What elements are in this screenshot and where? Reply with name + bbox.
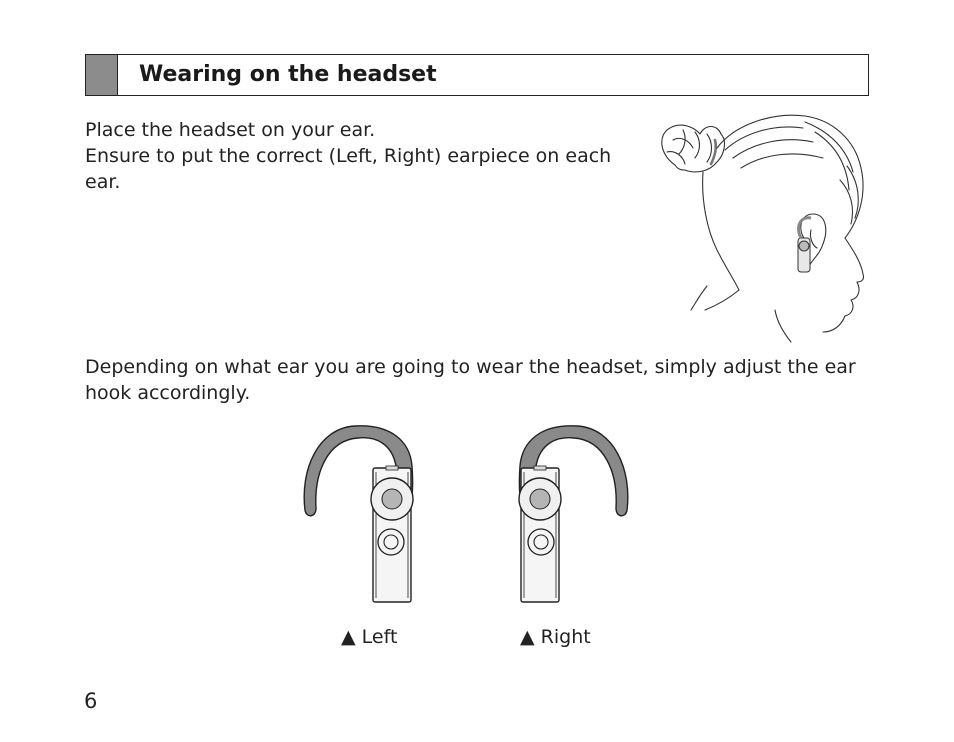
caption-left: ▲ Left (341, 626, 398, 648)
intro-line-1: Place the headset on your ear. (85, 119, 376, 141)
caption-right: ▲ Right (520, 626, 591, 648)
intro-paragraph (85, 117, 645, 195)
section-title: Wearing on the headset (139, 62, 437, 87)
adjust-paragraph: Depending on what ear you are going to wear the headset, simply adjust the ear hook accordingly. (85, 356, 856, 404)
intro-line-2: Ensure to put the correct (Left, Right) earpiece on each ear. (85, 145, 612, 193)
page-number: 6 (84, 689, 98, 713)
right-headset-illustration (512, 422, 632, 607)
section-header (85, 54, 869, 96)
head-with-headset-illustration (655, 110, 875, 345)
left-headset-illustration (300, 422, 420, 607)
header-tab-marker (86, 55, 118, 95)
